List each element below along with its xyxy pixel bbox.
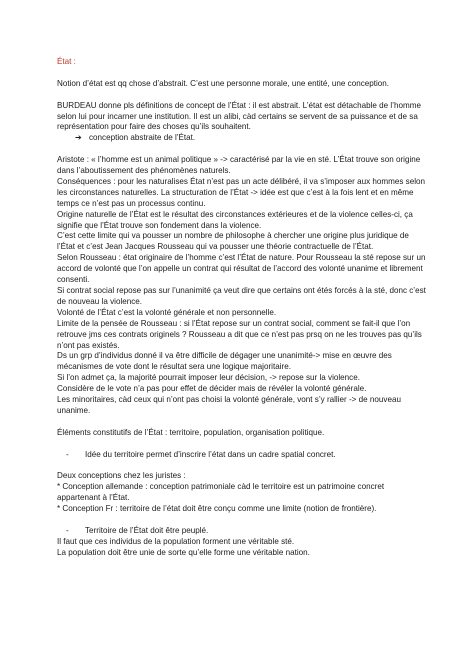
paragraph-conception-fr: * Conception Fr : territoire de l’état doit être conçu comme une limite (notion de frontière).	[57, 504, 377, 514]
spacer	[57, 68, 429, 79]
page-title: État :	[57, 57, 76, 66]
spacer	[57, 460, 429, 471]
dash-bullet: -	[66, 525, 69, 535]
paragraph-considere: Considère de le vote n’a pas pour effet de décider mais de révéler la volonté générale.	[57, 384, 367, 394]
document-body	[57, 57, 429, 559]
arrow-right-icon: ➔	[75, 133, 82, 143]
list-item-text: Territoire de l’État doit être peuplé.	[85, 525, 209, 535]
list-item-text: Idée du territoire permet d’inscrire l’état dans un cadre spatial concret.	[85, 449, 336, 459]
paragraph-notion: Notion d’état est qq chose d’abstrait. C’est une personne morale, une entité, une conception.	[57, 78, 390, 88]
arrow-line	[57, 133, 429, 144]
paragraph-limite-philosophe: C’est cette limite qui va pousser un nombre de philosophe à chercher une origine plus juridique de l’État et c’est Jean Jacques Rousseau qui va pousser une théorie contractuelle de l’État.	[57, 231, 409, 252]
paragraph-groupe: Ds un grp d’individus donné il va être difficile de dégager une unanimité-> mise en œuvre des mécanismes de vote dont le résultat sera une logique majoritaire.	[57, 351, 392, 372]
paragraph-minoritaires: Les minoritaires, càd ceux qui n’ont pas choisi la volonté générale, vont s’y rallier -> de nouveau unanime.	[57, 395, 401, 415]
paragraph-rousseau: Selon Rousseau : état originaire de l’homme c’est l’État de nature. Pour Rousseau la sté repose sur un accord de volonté que l’on appelle un contrat qui résultat de l’accord des volonté unanime et librement consenti.	[57, 253, 426, 285]
spacer	[57, 90, 429, 101]
paragraph-admet: Si l’on admet ça, la majorité pourrait imposer leur décision, -> repose sur la violence.	[57, 373, 360, 383]
spacer	[57, 515, 429, 526]
spacer	[57, 417, 429, 428]
paragraph-il-faut: Il faut que ces individus de la population forment une véritable sté.	[57, 536, 295, 546]
paragraph-volonte: Volonté de l’État c’est la volonté générale et non personnelle.	[57, 307, 277, 317]
spacer	[57, 439, 429, 450]
paragraph-elements: Éléments constitutifs de l’État : territoire, population, organisation politique.	[57, 427, 325, 437]
spacer	[57, 144, 429, 155]
paragraph-contrat: Si contrat social repose pas sur l’unanimité ça veut dire que certains ont étés forcés à la sté, donc c’est de nouveau la violence.	[57, 285, 426, 306]
paragraph-population: La population doit être unie de sorte qu’elle forme une véritable nation.	[57, 547, 310, 557]
paragraph-limite-pensee: Limite de la pensée de Rousseau : si l’État repose sur un contrat social, comment se fait-il que l’on retrouve jms ces contrats originels ? Rousseau a dit que ce n’est pas prsq on ne les trouves pas qu’ils n’ont pas existés.	[57, 318, 422, 350]
paragraph-conception-allemande: * Conception allemande : conception patrimoniale càd le territoire est un patrimoine concret appartenant à l’État.	[57, 482, 385, 503]
paragraph-aristote: Aristote : « l’homme est un animal politique » -> caractérisé par la vie en sté. L’État trouve son origine dans l’aboutissement des phénomènes naturels.	[57, 155, 421, 176]
paragraph-deux-conceptions: Deux conceptions chez les juristes :	[57, 471, 186, 481]
dash-bullet: -	[66, 449, 69, 459]
list-item-peuple	[57, 526, 429, 537]
list-item-territoire	[57, 450, 429, 461]
arrow-line-text: conception abstraite de l’État.	[89, 133, 196, 143]
paragraph-burdeau: BURDEAU donne pls définitions de concept de l’État : il est abstrait. L’état est détachable de l’homme selon lui pour incarner une institution. Il est un alibi, càd certains se servent de sa puissance et de sa représentation pour faire des choses qu’ils souhaitent.	[57, 100, 421, 132]
paragraph-consequences: Conséquences : pour les naturalises État n’est pas un acte délibéré, il va s’imposer aux hommes selon les circonstances naturelles. La structuration de l’État -> idée est que c’est à la fois lent et en même temps ce n’est pas un processus continu.	[57, 176, 426, 208]
paragraph-origine: Origine naturelle de l’État est le résultat des circonstances extérieures et de la violence celles-ci, ça signifie que l’État trouve son fondement dans la violence.	[57, 209, 413, 230]
